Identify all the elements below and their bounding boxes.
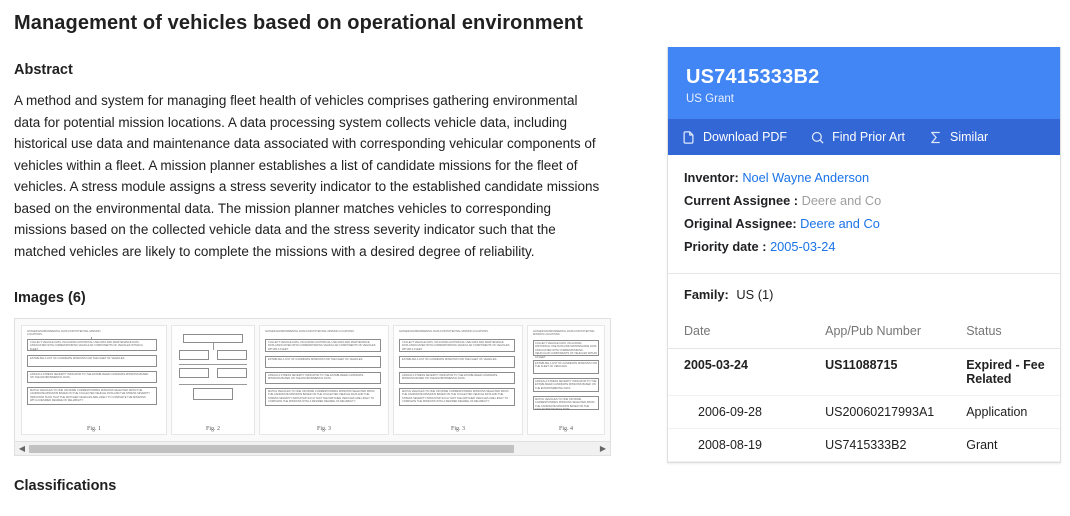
priority-date-label: Priority date : [684, 239, 767, 254]
table-row[interactable] [668, 396, 1060, 429]
scroll-left-icon[interactable]: ◀ [18, 444, 26, 453]
cell-number[interactable]: US20060217993A1 [809, 396, 950, 429]
original-assignee-value[interactable]: Deere and Co [800, 216, 880, 231]
abstract-text: A method and system for managing fleet health of vehicles comprises gathering environmental data for potential mission locations. A data processing system collects vehicle data, including historical use data and maintenance data associated with corresponding vehicular components of vehicles within a fleet. A mission planner establishes a list of candidate missions for the fleet of vehicles. A stress module assigns a stress severity indicator to the established candidate missions based on the environmental data. The mission planner matches vehicles to corresponding missions based on the collected vehicle data and the stress severity indicator such that the matched vehicles are likely to complete the missions with a desired degree of reliability. [14, 93, 600, 259]
current-assignee-label: Current Assignee : [684, 193, 799, 208]
cell-number: US7415333B2 [809, 429, 950, 462]
figure-label: Fig. 3 [316, 426, 332, 432]
figure-artwork [175, 330, 251, 422]
scrollbar-track[interactable] [29, 442, 596, 456]
metadata-row-original-assignee [684, 213, 1044, 235]
figure-thumbnail[interactable] [527, 325, 605, 435]
scrollbar-thumb[interactable] [29, 445, 514, 453]
figure-label: Fig. 2 [205, 426, 221, 432]
cell-number: US11088715 [809, 349, 950, 396]
metadata-row-current-assignee [684, 190, 1044, 212]
similar-button[interactable] [925, 125, 990, 149]
sigma-icon [927, 129, 943, 145]
metadata-row-inventor [684, 167, 1044, 189]
patent-info-card [667, 47, 1061, 463]
family-section [668, 274, 1060, 310]
family-label: Family: [684, 287, 729, 302]
similar-label: Similar [950, 130, 989, 144]
table-header-row [668, 316, 1060, 349]
cell-date: 2005-03-24 [668, 349, 809, 396]
card-header [668, 47, 1060, 119]
card-action-bar [668, 119, 1060, 155]
cell-status: Grant [950, 429, 1060, 462]
original-assignee-label: Original Assignee: [684, 216, 797, 231]
table-row[interactable] [668, 429, 1060, 462]
table-row[interactable] [668, 349, 1060, 396]
images-strip[interactable] [15, 319, 610, 441]
find-prior-art-button[interactable] [807, 125, 907, 149]
publication-kind: US Grant [686, 93, 734, 105]
download-pdf-label: Download PDF [703, 130, 788, 144]
inventor-value[interactable]: Noel Wayne Anderson [742, 170, 870, 185]
cell-date: 2006-09-28 [668, 396, 809, 429]
publication-number: US7415333B2 [686, 66, 820, 88]
scroll-right-icon[interactable]: ▶ [599, 444, 607, 453]
cell-status: Expired - Fee Related [950, 349, 1060, 396]
images-heading: Images (6) [14, 290, 86, 306]
column-header-number: App/Pub Number [809, 316, 950, 349]
figure-artwork: GATHER ENVIRONMENTAL DATA FOR POTENTIAL MISSION LOCATIONS. COLLECT VEHICLE DATA, INCLUDING HISTORICAL USE DATA AND MAINTENANCE DATA ASSOCIATED WITH CORRESPONDING VEHICULAR COMPONENTS OF VEHICLES WITHIN A FLEET. ESTABLISH A LIST OF CANDIDATE MISSIONS FOR THE FLEET OF VEHICLES. ASSIGN A STRESS SEVERITY INDICATOR TO THE ESTABLISHED CANDIDATE MISSIONS BASED ON THE ENVIRONMENTAL DATA. MATCH VEHICLES TO ONE OR MORE CORRESPONDING MISSIONS SELECTED FROM THE CANDIDATE MISSIONS BASED ON THE COLLECTED VEHICLE DATA AND THE STRESS SEVERITY INDICATOR SUCH THAT THE MATCHED VEHICLES ARE LIKELY TO COMPLETE THE MISSIONS WITH A DESIRED DEGREE OF RELIABILITY. [263, 330, 385, 422]
find-prior-art-label: Find Prior Art [832, 130, 906, 144]
cell-date: 2008-08-19 [668, 429, 809, 462]
classifications-heading: Classifications [14, 478, 117, 494]
family-value: US (1) [736, 287, 774, 302]
figure-thumbnail[interactable] [21, 325, 167, 435]
priority-date-value[interactable]: 2005-03-24 [770, 239, 836, 254]
figure-thumbnail[interactable] [393, 325, 523, 435]
metadata-row-priority-date [684, 236, 1044, 258]
family-table [668, 316, 1060, 462]
figure-label: Fig. 3 [450, 426, 466, 432]
current-assignee-value: Deere and Co [801, 193, 882, 208]
column-header-date: Date [668, 316, 809, 349]
patent-metadata [668, 155, 1060, 274]
figure-artwork: GATHER ENVIRONMENTAL DATA FOR POTENTIAL MISSION LOCATIONS. COLLECT VEHICLE DATA, INCLUDING HISTORICAL USE DATA AND MAINTENANCE DATA ASSOCIATED WITH CORRESPONDING VEHICULAR COMPONENTS OF VEHICLES WITHIN A FLEET. ESTABLISH A LIST OF CANDIDATE MISSIONS FOR THE FLEET OF VEHICLES. ASSIGN A STRESS SEVERITY INDICATOR TO THE ESTABLISHED CANDIDATE MISSIONS BASED ON THE ENVIRONMENTAL DATA. MATCH VEHICLES TO ONE OR MORE CORRESPONDING MISSIONS SELECTED FROM THE CANDIDATE MISSIONS BASED ON THE COLLECTED VEHICLE DATA AND THE STRESS SEVERITY INDICATOR SUCH THAT THE MATCHED VEHICLES ARE LIKELY TO COMPLETE THE MISSIONS WITH A DESIRED DEGREE OF RELIABILITY. [397, 330, 519, 422]
images-carousel[interactable] [14, 318, 611, 456]
figure-thumbnail[interactable] [171, 325, 255, 435]
page-title: Management of vehicles based on operational environment [14, 12, 583, 34]
figure-label: Fig. 1 [86, 426, 102, 432]
figure-label: Fig. 4 [558, 426, 574, 432]
figure-artwork: GATHER ENVIRONMENTAL DATA FOR POTENTIAL MISSION LOCATIONS. COLLECT VEHICLE DATA, INCLUDING HISTORICAL USE DATA AND MAINTENANCE DATA ASSOCIATED WITH CORRESPONDING VEHICULAR COMPONENTS OF VEHICLES WITHIN A FLEET. ESTABLISH A LIST OF CANDIDATE MISSIONS FOR THE FLEET OF VEHICLES. ASSIGN A STRESS SEVERITY INDICATOR TO THE ESTABLISHED CANDIDATE MISSIONS BASED ON THE ENVIRONMENTAL DATA. MATCH VEHICLES TO ONE OR MORE CORRESPONDING MISSIONS SELECTED FROM THE CANDIDATE MISSIONS BASED ON THE COLLECTED VEHICLE DATA. [531, 330, 601, 422]
column-header-status: Status [950, 316, 1060, 349]
cell-status: Application [950, 396, 1060, 429]
figure-thumbnail[interactable] [259, 325, 389, 435]
inventor-label: Inventor: [684, 170, 739, 185]
abstract-heading: Abstract [14, 62, 73, 78]
magnifier-icon [809, 129, 825, 145]
download-pdf-button[interactable] [678, 125, 789, 149]
pdf-document-icon [680, 129, 696, 145]
figure-artwork: GATHER ENVIRONMENTAL DATA FOR POTENTIAL MISSION LOCATIONS. COLLECT VEHICLE DATA, INCLUDING HISTORICAL USE DATA AND MAINTENANCE DATA ASSOCIATED WITH CORRESPONDING VEHICULAR COMPONENTS OF VEHICLES WITHIN A FLEET. ESTABLISH A LIST OF CANDIDATE MISSIONS FOR THE FLEET OF VEHICLES. ASSIGN A STRESS SEVERITY INDICATOR TO THE ESTABLISHED CANDIDATE MISSIONS BASED ON THE ENVIRONMENTAL DATA. MATCH VEHICLES TO ONE OR MORE CORRESPONDING MISSIONS SELECTED FROM THE CANDIDATE MISSIONS BASED ON THE COLLECTED VEHICLE DATA AND THE STRESS SEVERITY INDICATOR SUCH THAT THE MATCHED VEHICLES ARE LIKELY TO COMPLETE THE MISSIONS WITH A DESIRED DEGREE OF RELIABILITY. [25, 330, 163, 422]
images-scrollbar[interactable] [15, 441, 610, 455]
